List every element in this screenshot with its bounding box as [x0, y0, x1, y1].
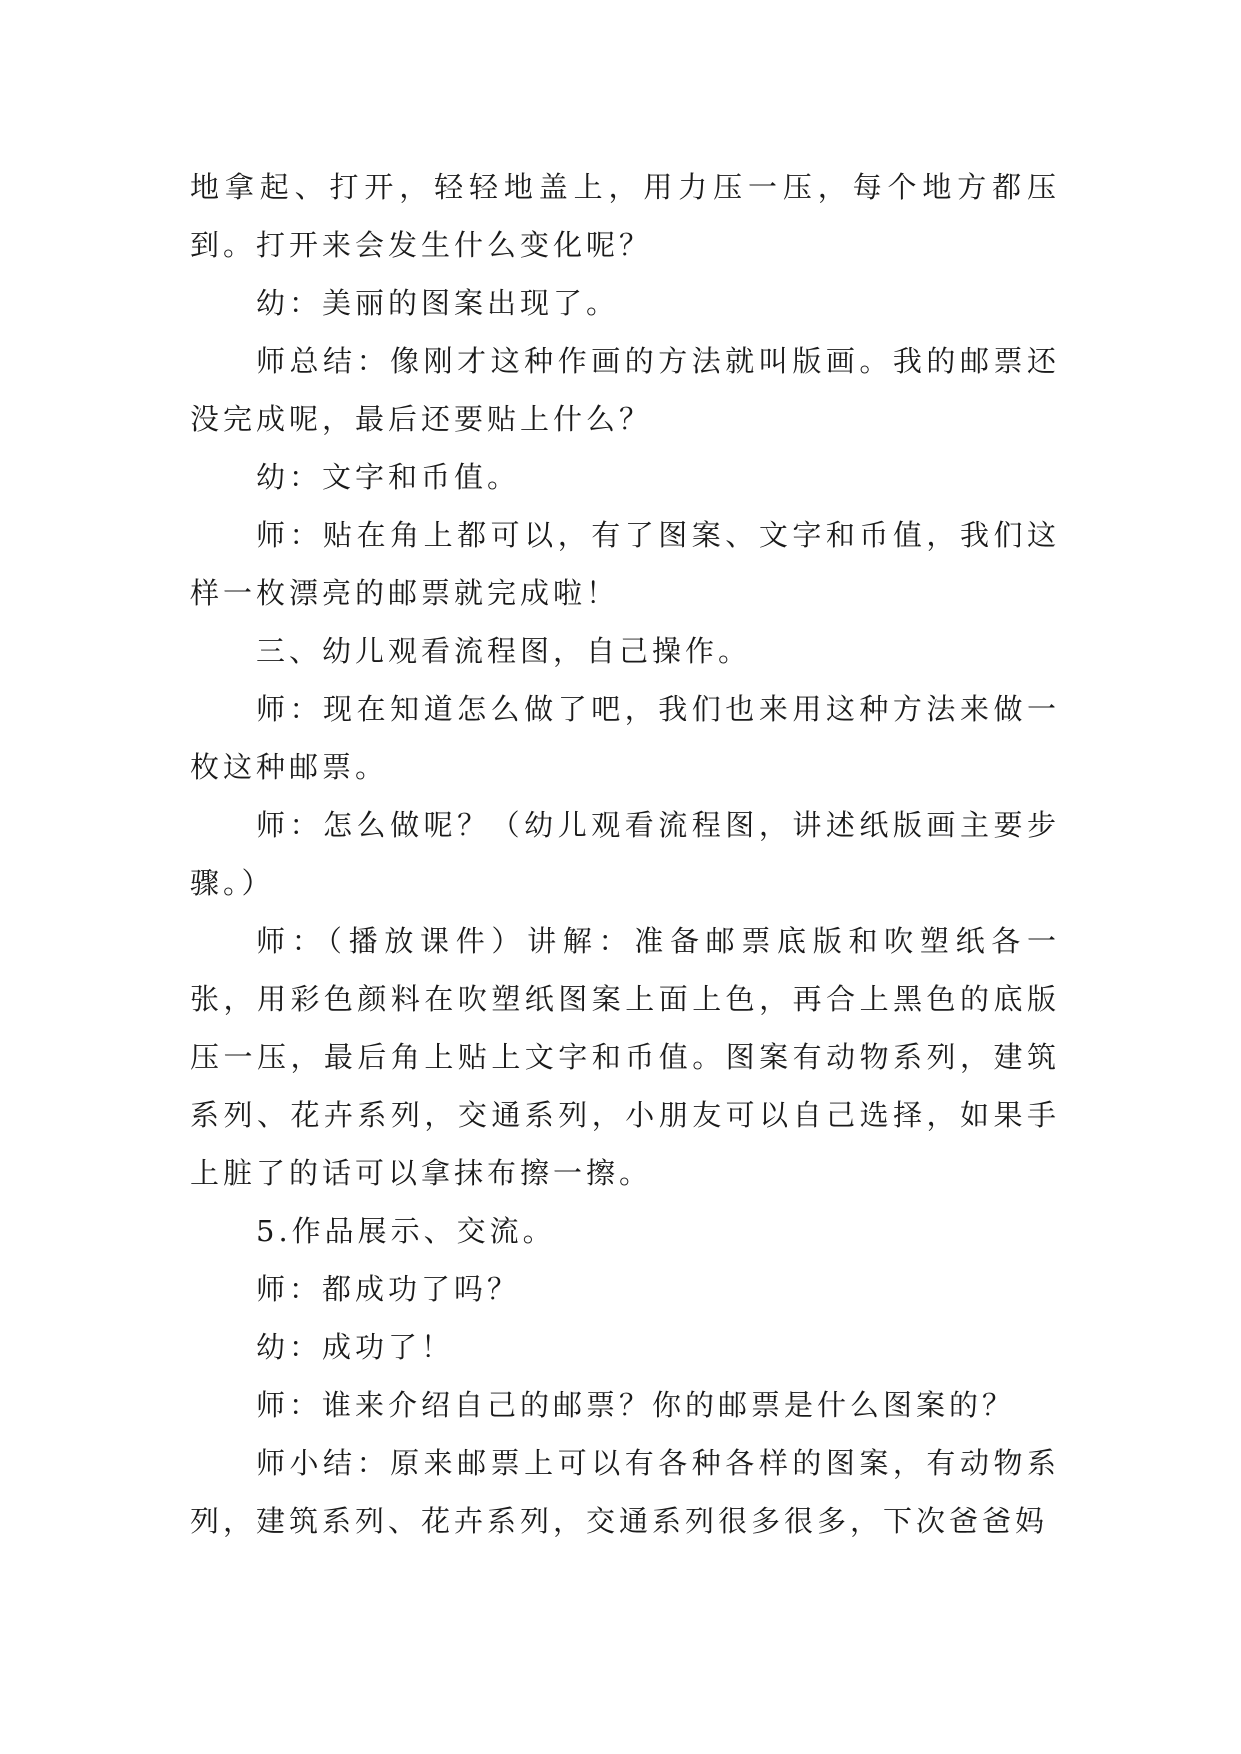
paragraph-teacher-method: 师：现在知道怎么做了吧，我们也来用这种方法来做一枚这种邮票。	[190, 692, 1060, 784]
paragraph-continuation: 地拿起、打开，轻轻地盖上，用力压一压，每个地方都压到。打开来会发生什么变化呢？	[190, 170, 1060, 262]
body-text	[190, 158, 1060, 1550]
paragraph-teacher-success-question: 师：都成功了吗？	[256, 1272, 521, 1306]
paragraph-teacher-stamp-done: 师：贴在角上都可以，有了图案、文字和币值，我们这样一枚漂亮的邮票就完成啦！	[190, 518, 1060, 610]
paragraph-child-answer-pattern: 幼：美丽的图案出现了。	[256, 286, 620, 320]
section-heading-three: 三、幼儿观看流程图，自己操作。	[256, 634, 752, 668]
paragraph-teacher-how: 师：怎么做呢？（幼儿观看流程图，讲述纸版画主要步骤。）	[190, 808, 1060, 900]
paragraph-teacher-explain: 师：（播放课件）讲解：准备邮票底版和吹塑纸各一张，用彩色颜料在吹塑纸图案上面上色，再合上黑色的底版压一压，最后角上贴上文字和币值。图案有动物系列，建筑系列、花卉系列，交通系列，小朋友可以自己选择，如果手上脏了的话可以拿抹布擦一擦。	[190, 924, 1060, 1190]
paragraph-teacher-summary: 师总结：像刚才这种作画的方法就叫版画。我的邮票还没完成呢，最后还要贴上什么？	[190, 344, 1060, 436]
paragraph-teacher-introduce: 师：谁来介绍自己的邮票？你的邮票是什么图案的？	[256, 1388, 1016, 1422]
paragraph-child-answer-text: 幼：文字和币值。	[256, 460, 521, 494]
paragraph-child-success: 幼：成功了！	[256, 1330, 455, 1364]
paragraph-teacher-conclusion: 师小结：原来邮票上可以有各种各样的图案，有动物系列，建筑系列、花卉系列，交通系列很多很多，下次爸爸妈	[190, 1446, 1060, 1538]
section-heading-five: 5.作品展示、交流。	[256, 1214, 556, 1248]
